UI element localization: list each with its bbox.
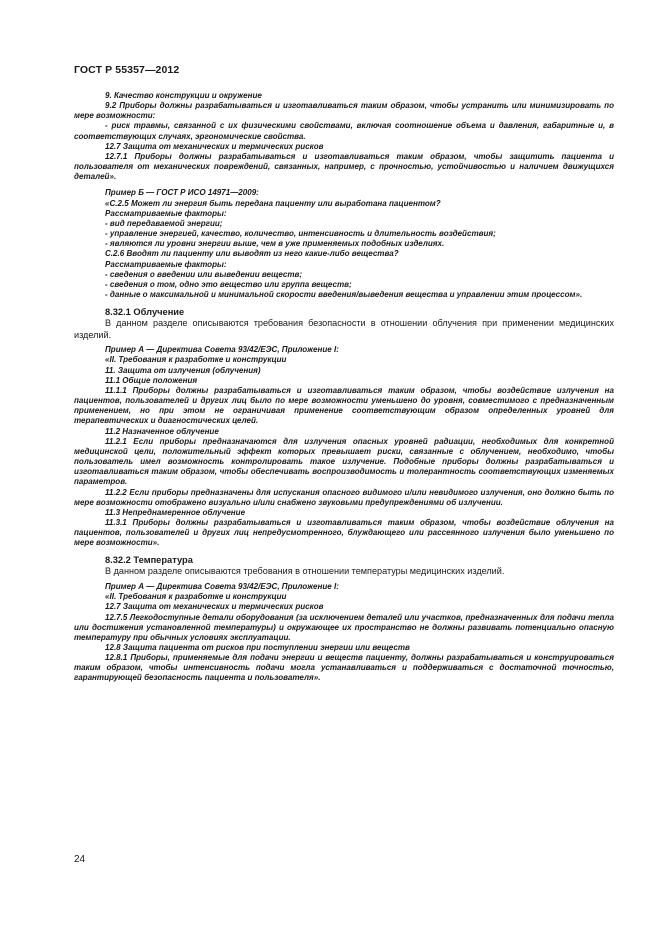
example-line: 11.1.1 Приборы должны разрабатываться и изготавливаться таким образом, чтобы воздействие излучения на пациентов, пользователей и других лиц было по мере возможности уменьшено до уровня, совместимого с предназначенным применением, но при этом не ограничивая применение соответствующим образом определенных уровней для терапевтических и диагностических целей.	[74, 385, 614, 426]
section-title-irradiation: 8.32.1 Облучение	[105, 307, 185, 318]
example-line: 12.7.5 Легкодоступные детали оборудования (за исключением деталей или участков, предназначенных для подачи тепла или достижения установленной температуры) и окружающее их пространство не должны развивать потенциально опасную температуру при обычных условиях эксплуатации.	[74, 612, 614, 642]
example-line: С.2.6 Вводят ли пациенту или выводят из него какие-либо вещества?	[105, 249, 399, 259]
example-line: 11.1 Общие положения	[105, 375, 198, 385]
example-line: 12.7 Защита от механических и термических рисков	[105, 602, 324, 612]
example-line: - сведения о том, одно это вещество или группа веществ;	[105, 279, 352, 289]
section-title-temperature: 8.32.2 Температура	[105, 555, 193, 566]
example-line: - сведения о введении или выведении веществ;	[105, 269, 303, 279]
example-title: Пример А — Директива Совета 93/42/ЕЭС, Приложение I:	[105, 345, 339, 355]
example-line: «II. Требования к разработке и конструкции	[105, 355, 287, 365]
example-line: 11.3.1 Приборы должны разрабатываться и изготавливаться таким образом, чтобы воздействие облучения на пациентов, пользователей и других лиц непредусмотренного, блуждающего или рассеянного излучения было уменьшено по мере возможности».	[74, 517, 614, 548]
example-line: 12.8.1 Приборы, применяемые для подачи энергии и веществ пациенту, должны разрабатываться и конструироваться таким образом, чтобы интенсивность подачи могла устанавливаться и поддерживаться с достаточной точностью, гарантирующей безопасность пациента и пользователя».	[74, 653, 614, 683]
section-text-irradiation: В данном разделе описываются требования безопасности в отношении облучения при применении медицинских изделий.	[74, 318, 614, 340]
example-line: Рассматриваемые факторы:	[105, 259, 227, 269]
clause-text: 9.2 Приборы должны разрабатываться и изготавливаться таким образом, чтобы устранить или минимизировать по мере возможности:	[74, 101, 614, 121]
page-body	[74, 91, 614, 684]
clause-text: 12.7.1 Приборы должны разрабатываться и изготавливаться таким образом, чтобы защитить пациента и пользователя от механических повреждений, связанных, например, с прочностью, устойчивостью и наличием движущихся деталей».	[74, 151, 614, 182]
example-title: Пример А — Директива Совета 93/42/ЕЭС, Приложение I:	[105, 582, 339, 592]
example-line: - вид передаваемой энергии;	[105, 218, 223, 228]
example-line: 11.2 Назначенное облучение	[105, 426, 219, 436]
example-line: 11.2.2 Если приборы предназначены для испускания опасного видимого и/или невидимого излучения, оно должно быть по мере возможности отображено визуально и/или снабжено звуковыми предупреждениями об излучении.	[74, 487, 614, 507]
clause-heading: 9. Качество конструкции и окружение	[105, 91, 262, 100]
example-line: - управление энергией, качество, количество, интенсивность и длительность воздействия;	[105, 229, 496, 239]
example-line: 11. Защита от излучения (облучения)	[105, 365, 261, 375]
clause-heading: 12.7 Защита от механических и термических рисков	[105, 141, 324, 151]
example-line: «II. Требования к разработке и конструкции	[105, 592, 287, 602]
example-line: 11.2.1 Если приборы предназначаются для излучения опасных уровней радиации, необходимых для конкретной медицинской цели, положительный эффект которых превышает риски, связанные с облучением, необходимо, чтобы пользователь имел возможность контролировать такое излучение. Подобные приборы должны разрабатываться и изготавливаться таким образом, чтобы обеспечивать воспроизводимость и толерантность соответствующих изменяемых параметров.	[74, 436, 614, 487]
example-line: Рассматриваемые факторы:	[105, 208, 227, 218]
example-line: - являются ли уровни энергии выше, чем в уже применяемых подобных изделиях.	[105, 239, 445, 249]
example-title: Пример Б — ГОСТ Р ИСО 14971—2009:	[105, 188, 259, 198]
example-line: - данные о максимальной и минимальной скорости введения/выведения вещества и управлении этим процессом».	[105, 289, 583, 299]
section-text-temperature: В данном разделе описываются требования в отношении температуры медицинских изделий.	[105, 566, 505, 577]
page-number: 24	[74, 854, 86, 865]
example-line: 12.8 Защита пациента от рисков при поступлении энергии или веществ	[105, 642, 410, 652]
example-line: «С.2.5 Может ли энергия быть передана пациенту или выработана пациентом?	[105, 198, 441, 208]
standard-header: ГОСТ Р 55357—2012	[74, 64, 180, 76]
clause-text: - риск травмы, связанной с их физическими свойствами, включая соотношение объема и давления, габаритные и, в соответствующих случаях, эргономические свойства.	[74, 121, 614, 141]
example-line: 11.3 Непреднамеренное облучение	[105, 507, 246, 517]
